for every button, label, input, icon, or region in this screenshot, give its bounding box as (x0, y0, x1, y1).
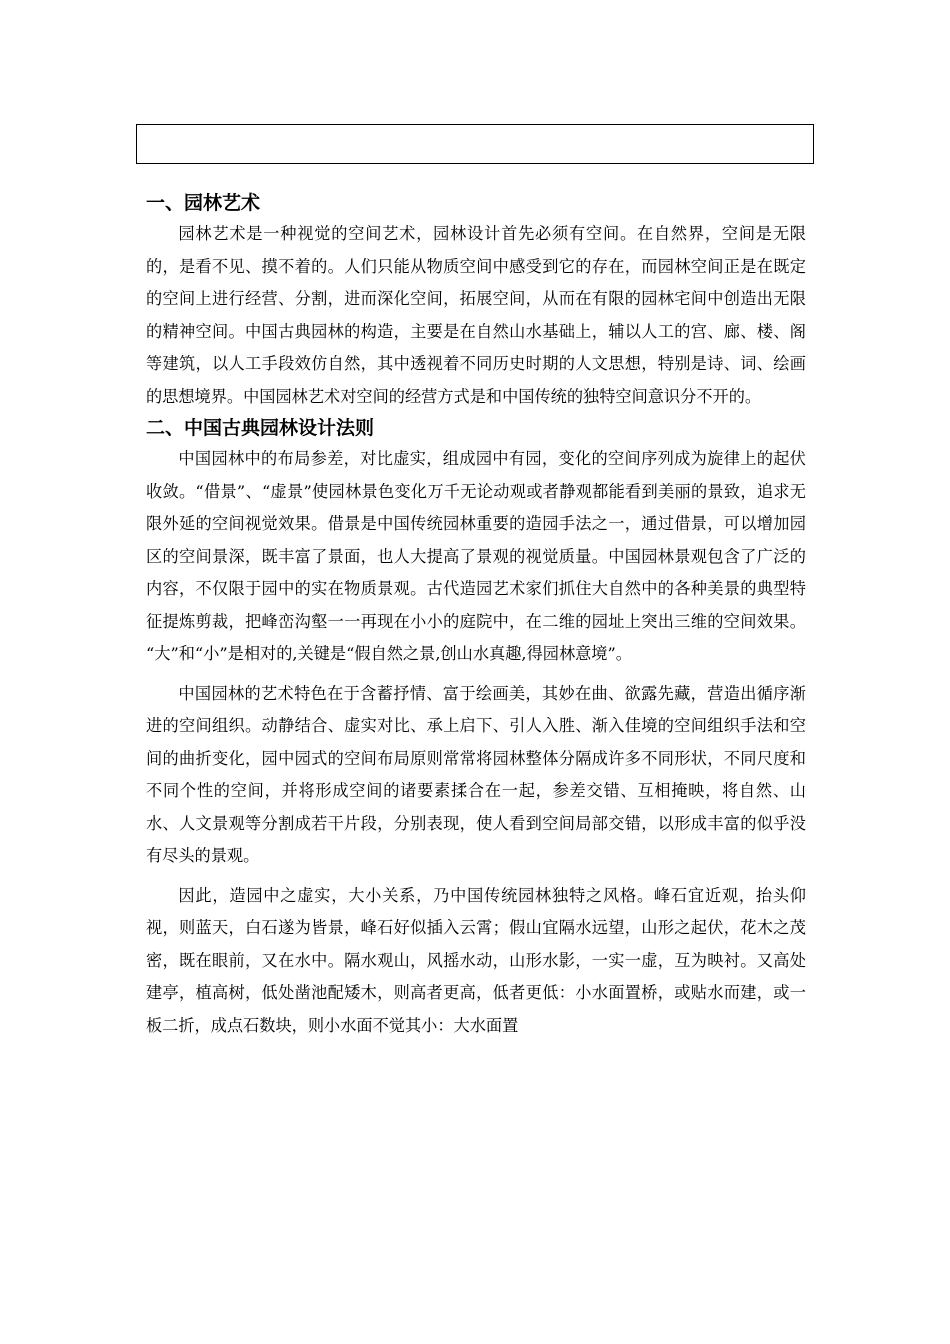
header-box (136, 124, 814, 164)
paragraph-layout-borrowed-scenery: 中国园林中的布局参差，对比虚实，组成园中有园，变化的空间序列成为旋律上的起伏收敛。“借景”、“虚景”使园林景色变化万千无论动观或者静观都能看到美丽的景致，追求无限外延的空间视觉效果。借景是中国传统园林重要的造园手法之一，通过借景，可以增加园区的空间景深，既丰富了景面，也人大提高了景观的视觉质量。中国园林景观包含了广泛的内容，不仅限于园中的实在物质景观。古代造园艺术家们抓住大自然中的各种美景的典型特征提炼剪裁，把峰峦沟壑一一再现在小小的庭院中，在二维的园址上突出三维的空间效果。 “大”和“小”是相对的,关键是“假自然之景,创山水真趣,得园林意境”。 (146, 449, 806, 663)
paragraph-art-features: 中国园林的艺术特色在于含蓄抒情、富于绘画美，其妙在曲、欲露先藏，营造出循序渐进的空间组织。动静结合、虚实对比、承上启下、引人入胜、渐入佳境的空间组织手法和空间的曲折变化，园中园式的空间布局原则常常将园林整体分隔成许多不同形状，不同尺度和不同个性的空间，并将形成空间的诸要素揉合在一起，参差交错、互相掩映，将自然、山水、人文景观等分割成若干片段，分别表现，使人看到空间局部交错，以形成丰富的似乎没有尽头的景观。 (146, 683, 806, 865)
section-heading-garden-art: 一、园林艺术 (146, 192, 261, 214)
document-body (146, 188, 806, 1042)
paragraph-garden-art: 园林艺术是一种视觉的空间艺术，园林设计首先必须有空间。在自然界，空间是无限的，是看不见、摸不着的。人们只能从物质空间中感受到它的存在，而园林空间正是在既定的空间上进行经营、分割，进而深化空间，拓展空间，从而在有限的园林宅间中创造出无限的精神空间。中国古典园林的构造，主要是在自然山水基础上，辅以人工的宫、廊、楼、阁等建筑，以人工手段效仿自然，其中透视着不同历史时期的人文思想，特别是诗、词、绘画的思想境界。中国园林艺术对空间的经营方式是和中国传统的独特空间意识分不开的。 (146, 224, 806, 406)
section-heading-design-principles: 二、中国古典园林设计法则 (146, 417, 375, 439)
paragraph-void-solid: 因此，造园中之虚实，大小关系，乃中国传统园林独特之风格。峰石宜近观，抬头仰视，则蓝天，白石遂为皆景，峰石好似插入云霄；假山宜隔水远望，山形之起伏，花木之茂密，既在眼前，又在水中。隔水观山，风摇水动，山形水影，一实一虚，互为映衬。又高处建亭，植高树，低处凿池配矮木，则高者更高，低者更低：小水面置桥，或贴水而建，或一板二折，成点石数块，则小水面不觉其小：大水面置 (146, 885, 806, 1035)
